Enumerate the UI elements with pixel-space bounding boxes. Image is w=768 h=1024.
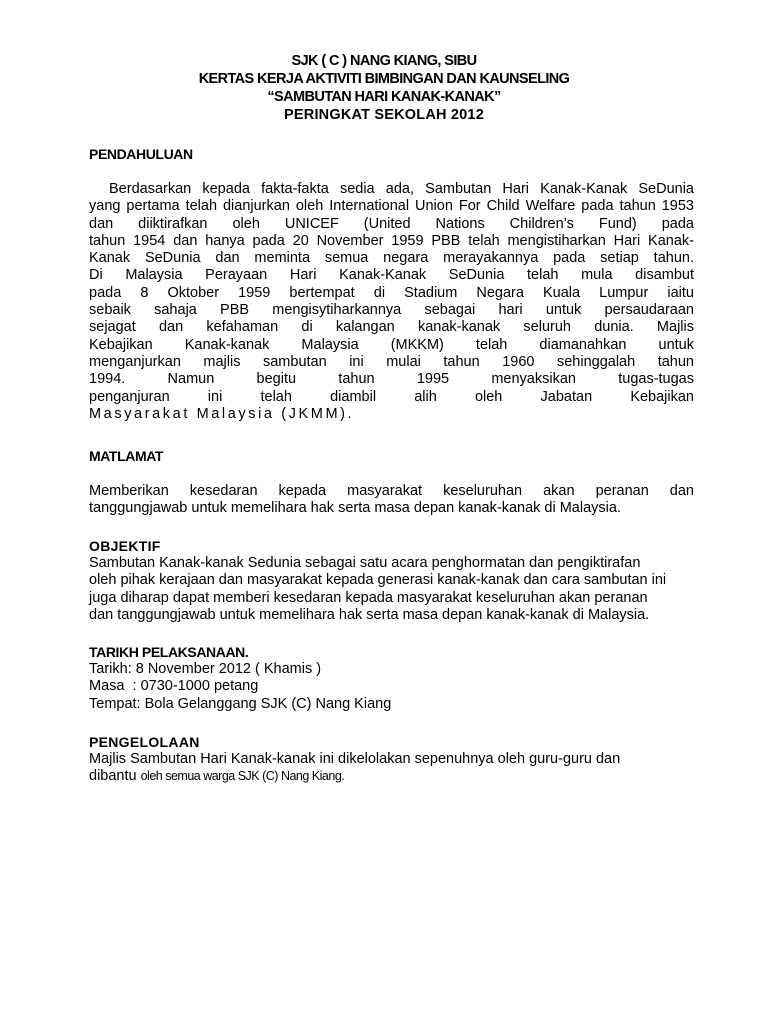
paragraph-line: Di Malaysia Perayaan Hari Kanak-Kanak SeDunia telah mula disambut <box>89 267 694 284</box>
detail-venue: Tempat: Bola Gelanggang SJK (C) Nang Kiang <box>89 695 392 712</box>
objektif-paragraph <box>89 555 694 624</box>
paragraph-line: pada 8 Oktober 1959 bertempat di Stadium Negara Kuala Lumpur iaitu <box>89 284 694 301</box>
paragraph-fragment: oleh semua warga SJK (C) Nang Kiang. <box>140 769 345 784</box>
paragraph-line: tanggungjawab untuk memelihara hak serta masa depan kanak-kanak di Malaysia. <box>89 500 621 517</box>
paragraph-line: sebaik sahaja PBB mengisytiharkannya sebagai hari untuk persaudaraan <box>89 302 694 319</box>
paragraph-line: tahun 1954 dan hanya pada 20 November 1959 PBB telah mengistiharkan Hari Kanak- <box>89 232 694 249</box>
event-level: PERINGKAT SEKOLAH 2012 <box>284 107 484 123</box>
paragraph-fragment: dibantu <box>89 768 137 785</box>
paragraph-line: menganjurkan majlis sambutan ini mulai tahun 1960 sehinggalah tahun <box>89 353 694 370</box>
paragraph-line: sejagat dan kefahaman di kalangan kanak-kanak seluruh dunia. Majlis <box>89 319 694 336</box>
paragraph-line: Majlis Sambutan Hari Kanak-kanak ini dikelolakan sepenuhnya oleh guru-guru dan <box>89 751 621 767</box>
tarikh-details <box>89 661 694 713</box>
school-name: SJK ( C ) NANG KIANG, SIBU <box>291 53 477 69</box>
heading-pendahuluan: PENDAHULUAN <box>89 146 193 162</box>
paragraph-line: Berdasarkan kepada fakta-fakta sedia ada, Sambutan Hari Kanak-Kanak SeDunia <box>109 181 694 197</box>
paragraph-line: Memberikan kesedaran kepada masyarakat keseluruhan akan peranan dan <box>89 483 694 499</box>
paragraph-line: penganjuran ini telah diambil alih oleh Jabatan Kebajikan <box>89 388 694 405</box>
paragraph-line: Kebajikan Kanak-kanak Malaysia (MKKM) telah diamanahkan untuk <box>89 336 694 353</box>
paragraph-line: juga diharap dapat memberi kesedaran kepada masyarakat keseluruhan akan peranan <box>89 589 648 606</box>
heading-tarikh-pelaksanaan: TARIKH PELAKSANAAN. <box>89 644 249 660</box>
paragraph-line: dan tanggungjawab untuk memelihara hak serta masa depan kanak-kanak di Malaysia. <box>89 606 650 623</box>
heading-pengelolaan: PENGELOLAAN <box>89 734 200 750</box>
paragraph-line: dan diiktirafkan oleh UNICEF (United Nations Children’s Fund) pada <box>89 215 694 232</box>
paragraph-line: oleh pihak kerajaan dan masyarakat kepada generasi kanak-kanak dan cara sambutan ini <box>89 572 667 589</box>
paragraph-line: 1994. Namun begitu tahun 1995 menyaksikan tugas-tugas <box>89 371 694 388</box>
paper-title: KERTAS KERJA AKTIVITI BIMBINGAN DAN KAUNSELING <box>198 71 570 87</box>
detail-time: Masa : 0730-1000 petang <box>89 678 259 695</box>
paragraph-line: Masyarakat Malaysia (JKMM). <box>89 405 355 422</box>
paragraph-line: yang pertama telah dianjurkan oleh International Union For Child Welfare pada tahun 1953 <box>89 198 694 215</box>
paragraph-line: Kanak SeDunia dan meminta semua negara merayakannya pada setiap tahun. <box>89 250 694 267</box>
event-title: “SAMBUTAN HARI KANAK-KANAK” <box>267 89 501 105</box>
heading-matlamat: MATLAMAT <box>89 448 164 464</box>
paragraph-line <box>89 768 694 785</box>
detail-date: Tarikh: 8 November 2012 ( Khamis ) <box>89 661 322 677</box>
pengelolaan-paragraph <box>89 751 694 786</box>
document-header <box>0 52 768 124</box>
matlamat-paragraph <box>89 483 694 518</box>
heading-objektif: OBJEKTIF <box>89 538 161 554</box>
pendahuluan-paragraph <box>89 181 694 423</box>
paragraph-line: Sambutan Kanak-kanak Sedunia sebagai satu acara penghormatan dan pengiktirafan <box>89 555 641 571</box>
